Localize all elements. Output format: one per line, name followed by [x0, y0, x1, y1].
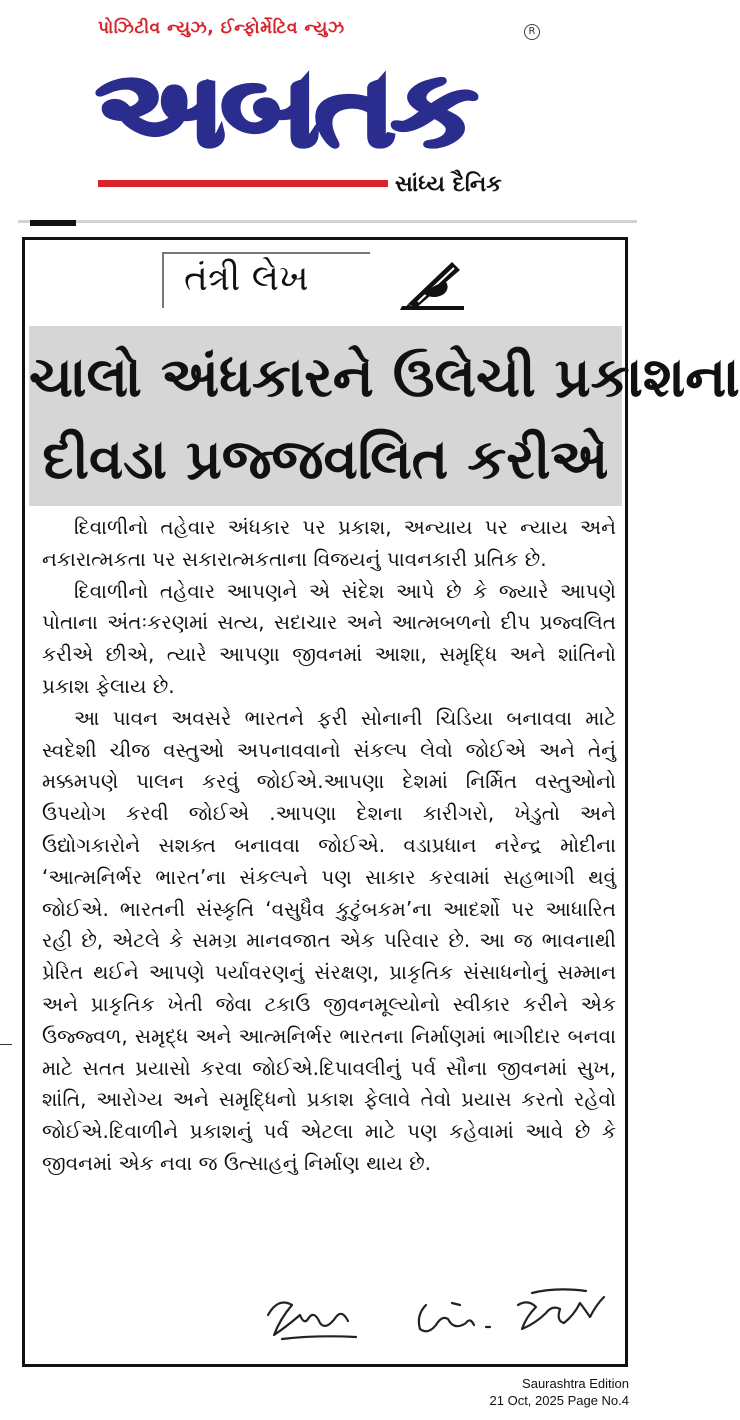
edition-info	[490, 1375, 629, 1409]
edition-name: Saurashtra Edition	[522, 1376, 629, 1391]
editorial-label	[162, 252, 472, 318]
article-paragraph-2: દિવાળીનો તહેવાર આપણને એ સંદેશ આપે છે કે જ્યારે આપણે પોતાના અંતઃકરણમાં સત્ય, સદાચાર અને આત્મબળનો દીપ પ્રજ્વલિત કરીએ છીએ, ત્યારે આપણા જીવનમાં આશા, સમૃદ્ધિ અને શાંતિનો પ્રકાશ ફેલાય છે.	[42, 578, 616, 698]
article-paragraph-3: આ પાવન અવસરે ભારતને ફરી સોનાની ચિડિયા બનાવવા માટે સ્વદેશી ચીજ વસ્તુઓ અપનાવવાનો સંકલ્પ લેવો જોઈએ અને તેનું મક્કમપણે પાલન કરવું જોઈએ.આપણા દેશમાં નિર્મિત વસ્તુઓનો ઉપયોગ કરવી જોઈએ .આપણા દેશના કારીગરો, ખેડુતો અને ઉદ્યોગકારોને સશક્ત બનાવવા જોઈએ. વડાપ્રધાન નરેન્દ્ર મોદીના ‘આત્મનિર્ભર ભારત’ના સંકલ્પને પણ સાકાર કરવામાં સહભાગી થવું જોઈએ. ભારતની સંસ્કૃતિ ‘વસુધૈવ કુટુંબકમ’ના આદર્શો પર આધારિત રહી છે, એટલે કે સમગ્ર માનવજાત એક પરિવાર છે. આ જ ભાવનાથી પ્રેરિત થઈને આપણે પર્યાવરણનું સંરક્ષણ, પ્રાકૃતિક સંસાધનોનું સમ્માન અને પ્રાકૃતિક ખેતી જેવા ટકાઉ જીવનમૂલ્યોનો સ્વીકાર કરીને એક ઉજ્જ્વળ, સમૃદ્ધ અને આત્મનિર્ભર ભારતના નિર્માણમાં ભાગીદાર બનવા માટે સતત પ્રયાસો કરવા જોઈએ.દિપાવલીનું પર્વ સૌના જીવનમાં સુખ, શાંતિ, આરોગ્ય અને સમૃદ્ધિનો પ્રકાશ ફેલાવે તેવો પ્રયાસ કરતો રહેવો જોઈએ.દિવાળીને પ્રકાશનું પર્વ એટલા માટે પણ કહેવામાં આવે છે કે જીવનમાં એક નવા જ ઉત્સાહનું નિર્માણ થાય છે.	[42, 705, 616, 1175]
headline-line-1: ચાલો અંધકારને ઉલેચી પ્રકાશના	[29, 345, 740, 409]
edition-date-page: 21 Oct, 2025 Page No.4	[489, 1393, 629, 1408]
article-paragraph-1: દિવાળીનો તહેવાર અંધકાર પર પ્રકાશ, અન્યાય પર ન્યાય અને નકારાત્મકતા પર સકારાત્મકતાના વિજયનું પાવનકારી પ્રતિક છે.	[42, 515, 616, 571]
masthead-divider	[18, 220, 637, 223]
masthead-tagline: પોઝિટીવ ન્યુઝ, ઈન્ફોર્મેટિવ ન્યુઝ	[98, 18, 345, 38]
headline	[29, 326, 740, 506]
headline-line-2: દીવડા પ્રજ્જવલિત કરીએ	[42, 427, 609, 491]
logo-underline	[98, 180, 388, 187]
margin-mark	[0, 1044, 12, 1045]
masthead	[0, 0, 637, 230]
pen-writing-icon	[394, 254, 470, 314]
registered-mark: R	[524, 24, 540, 40]
masthead-divider-accent	[30, 220, 76, 226]
handwritten-signature	[256, 1275, 616, 1355]
article-body	[42, 512, 616, 1180]
editorial-label-text: તંત્રી લેખ	[184, 258, 309, 299]
newspaper-logo: અબતક	[96, 48, 474, 170]
masthead-subtitle: સાંધ્ય દૈનિક	[395, 172, 502, 197]
